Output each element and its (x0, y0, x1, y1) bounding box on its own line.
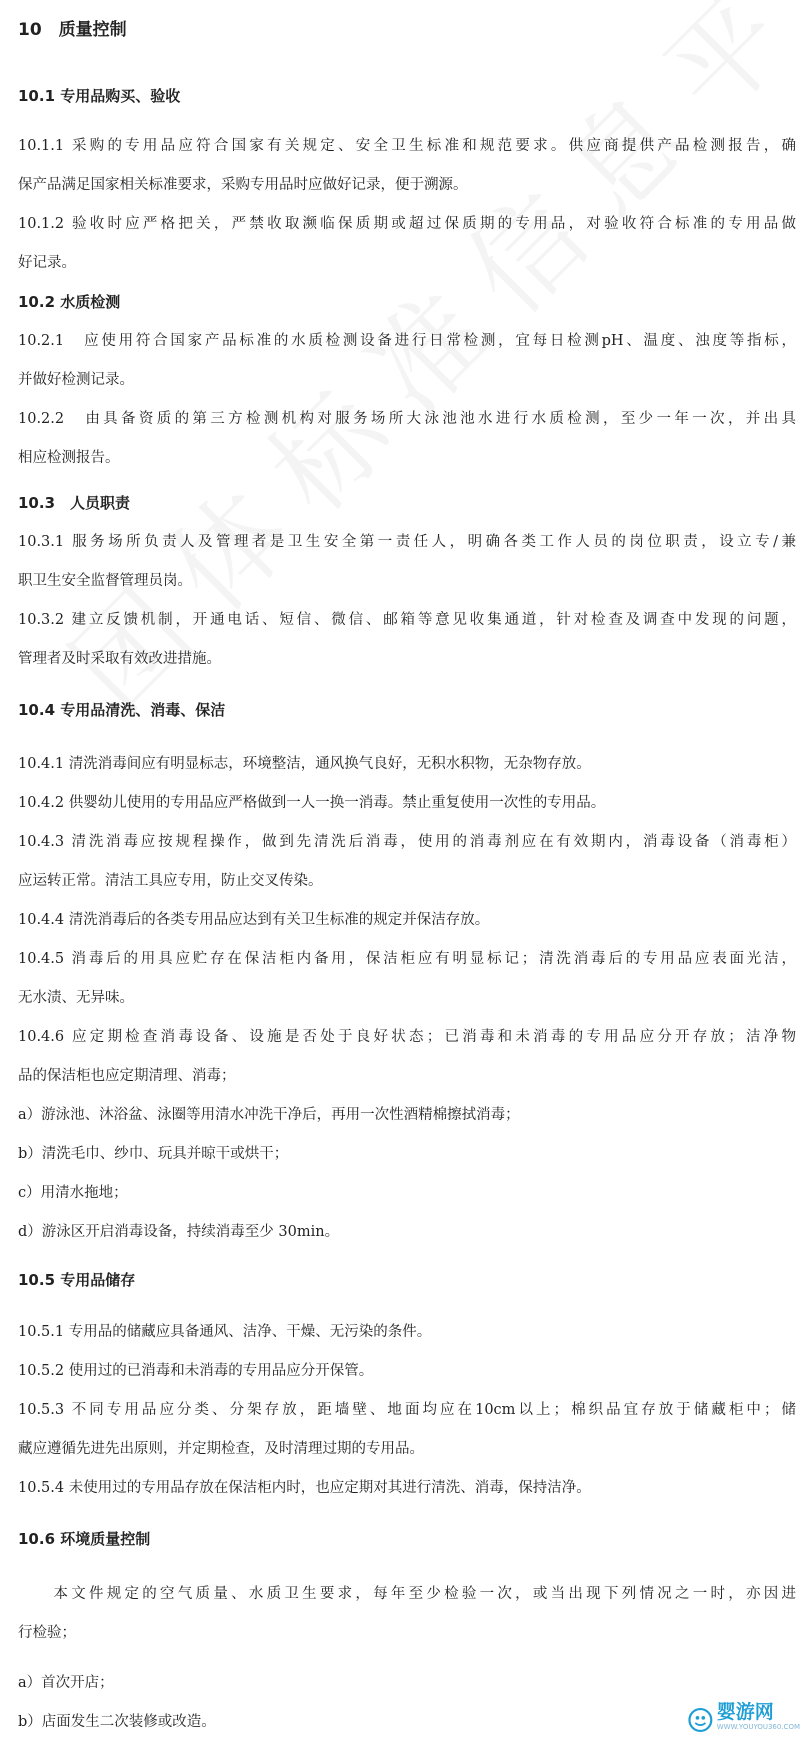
text-line: 相应检测报告。 (18, 450, 120, 466)
text-line: 10.4.1 清洗消毒间应有明显标志，环境整洁，通风换气良好，无积水积物，无杂物存放。 (18, 756, 591, 772)
text-line: c）用清水拖地； (18, 1185, 128, 1201)
text-line: 10.5.3 不同专用品应分类、分架存放，距墙壁、地面均应在10cm以上；棉织品宜存放于储藏柜中；储 (18, 1402, 796, 1418)
text-line: 10.4.3 清洗消毒应按规程操作，做到先清洗后消毒，使用的消毒剂应在有效期内，消毒设备（消毒柜） (18, 834, 796, 850)
section-heading: 10.4 专用品清洗、消毒、保洁 (18, 701, 226, 719)
text-line: 并做好检测记录。 (18, 372, 134, 388)
logo-name: 婴游网 (716, 1701, 774, 1723)
text-line: 好记录。 (18, 255, 76, 271)
section-heading: 10.3 人员职责 (18, 494, 131, 512)
text-line: 10.1.1 采购的专用品应符合国家有关规定、安全卫生标准和规范要求。供应商提供产品检测报告，确 (18, 138, 796, 154)
text-line: d）游泳区开启消毒设备，持续消毒至少 30min。 (18, 1224, 340, 1240)
text-line: 10.3.1 服务场所负责人及管理者是卫生安全第一责任人，明确各类工作人员的岗位职责，设立专/兼 (18, 534, 796, 550)
logo-url: WWW.YOUYOU360.COM (716, 1723, 800, 1731)
text-line: 10.1.2 验收时应严格把关，严禁收取濒临保质期或超过保质期的专用品，对验收符合标准的专用品做 (18, 216, 796, 232)
text-line: a）游泳池、沐浴盆、泳圈等用清水冲洗干净后，再用一次性酒精棉擦拭消毒； (18, 1107, 520, 1123)
text-line: 10.4.5 消毒后的用具应贮存在保洁柜内备用，保洁柜应有明显标记；清洗消毒后的专用品应表面光洁， (18, 951, 796, 967)
site-logo[interactable] (688, 1700, 800, 1740)
text-line: 本文件规定的空气质量、水质卫生要求，每年至少检验一次，或当出现下列情况之一时，亦因进 (18, 1586, 796, 1602)
text-line: 管理者及时采取有效改进措施。 (18, 651, 221, 667)
text-line: 10.4.4 清洗消毒后的各类专用品应达到有关卫生标准的规定并保洁存放。 (18, 912, 490, 928)
logo-icon (688, 1703, 713, 1737)
text-line: 10.2.2 由具备资质的第三方检测机构对服务场所大泳池池水进行水质检测，至少一年一次，并出具 (18, 411, 796, 427)
section-heading: 10 质量控制 (18, 20, 127, 40)
text-line: 10.5.2 使用过的已消毒和未消毒的专用品应分开保管。 (18, 1363, 374, 1379)
text-line: 10.5.4 未使用过的专用品存放在保洁柜内时，也应定期对其进行清洗、消毒，保持洁净。 (18, 1480, 591, 1496)
text-line: 10.4.2 供婴幼儿使用的专用品应严格做到一人一换一消毒。禁止重复使用一次性的专用品。 (18, 795, 606, 811)
text-line: b）店面发生二次装修或改造。 (18, 1714, 216, 1730)
text-line: a）首次开店； (18, 1675, 114, 1691)
text-line: 应运转正常。清洁工具应专用，防止交叉传染。 (18, 873, 323, 889)
text-line: 职卫生安全监督管理员岗。 (18, 573, 192, 589)
text-line: 10.5.1 专用品的储藏应具备通风、洁净、干燥、无污染的条件。 (18, 1324, 432, 1340)
section-heading: 10.6 环境质量控制 (18, 1530, 151, 1548)
text-line: 藏应遵循先进先出原则，并定期检查，及时清理过期的专用品。 (18, 1441, 424, 1457)
text-line: 行检验； (18, 1625, 76, 1641)
text-line: 无水渍、无异味。 (18, 990, 134, 1006)
section-heading: 10.1 专用品购买、验收 (18, 87, 181, 105)
text-line: 10.3.2 建立反馈机制，开通电话、短信、微信、邮箱等意见收集通道，针对检查及调查中发现的问题， (18, 612, 796, 628)
section-heading: 10.5 专用品储存 (18, 1271, 136, 1289)
text-line: b）清洗毛巾、纱巾、玩具并晾干或烘干； (18, 1146, 289, 1162)
section-heading: 10.2 水质检测 (18, 293, 121, 311)
text-line: 10.4.6 应定期检查消毒设备、设施是否处于良好状态；已消毒和未消毒的专用品应分开存放；洁净物 (18, 1029, 796, 1045)
text-line: 10.2.1 应使用符合国家产品标准的水质检测设备进行日常检测，宜每日检测pH、温度、浊度等指标， (18, 333, 796, 349)
text-line: 品的保洁柜也应定期清理、消毒； (18, 1068, 236, 1084)
text-line: 保产品满足国家相关标准要求，采购专用品时应做好记录，便于溯源。 (18, 177, 468, 193)
